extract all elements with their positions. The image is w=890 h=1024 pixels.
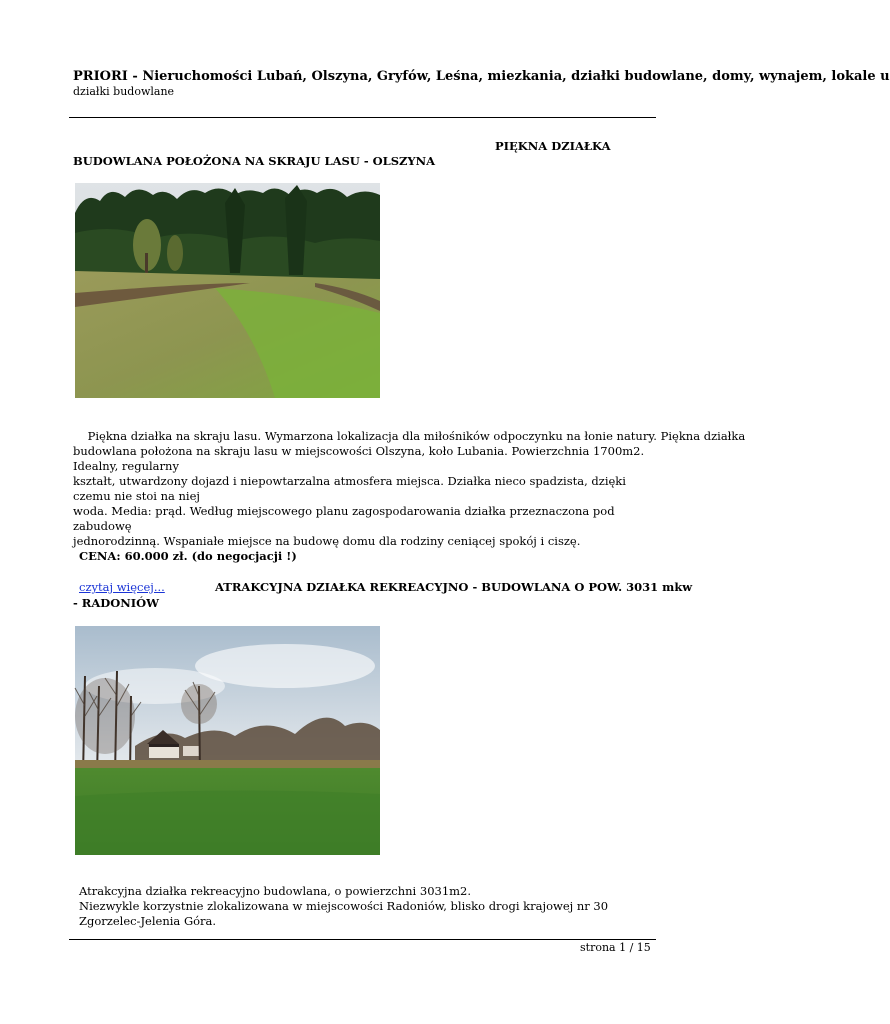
site-subtitle: działki budowlane <box>73 85 175 98</box>
listing1-description-line: jednorodzinną. Wspaniałe miejsce na budowę domu dla rodziny ceniącej spokój i ciszę. <box>73 534 581 548</box>
header-divider <box>69 117 656 118</box>
listing1-description <box>73 429 746 549</box>
listing1-title-line1: PIĘKNA DZIAŁKA <box>495 139 611 153</box>
listing2-title-line1: ATRAKCYJNA DZIAŁKA REKREACYJNO - BUDOWLANA O POW. 3031 mkw <box>215 580 693 594</box>
listing1-photo-forest-plot <box>75 183 380 398</box>
listing2-description-line: Niezwykle korzystnie zlokalizowana w miejscowości Radoniów, blisko drogi krajowej nr 30 Zgorzelec-Jelenia Góra. <box>79 899 609 928</box>
site-title: PRIORI - Nieruchomości Lubań, Olszyna, Gryfów, Leśna, miezkania, działki budowlane, domy, wynajem, lokale u <box>73 69 890 84</box>
listing1-description-line: kształt, utwardzony dojazd i niepowtarzalna atmosfera miejsca. Działka nieco spadzista, dzięki czemu nie stoi na niej <box>73 474 626 503</box>
read-more-link[interactable]: czytaj więcej... <box>79 580 165 594</box>
listing2-description <box>73 884 658 929</box>
listing2-photo-meadow-plot <box>75 626 380 855</box>
listing1-description-line: budowlana położona na skraju lasu w miejscowości Olszyna, koło Lubania. Powierzchnia 1700m2. Idealny, regularny <box>73 444 645 473</box>
listing1-title-line2: BUDOWLANA POŁOŻONA NA SKRAJU LASU - OLSZYNA <box>73 154 436 168</box>
listing1-description-line: Piękna działka na skraju lasu. Wymarzona lokalizacja dla miłośników odpoczynku na łonie natury. Piękna działka <box>73 429 746 443</box>
footer-divider <box>69 939 656 940</box>
listing2-title-line2: - RADONIÓW <box>73 596 160 610</box>
listing1-description-line: woda. Media: prąd. Według miejscowego planu zagospodarowania działka przeznaczona pod zabudowę <box>73 504 615 533</box>
page-number: strona 1 / 15 <box>580 941 651 954</box>
listing2-description-line: Atrakcyjna działka rekreacyjno budowlana, o powierzchni 3031m2. <box>79 884 472 898</box>
listing1-price: CENA: 60.000 zł. (do negocjacji !) <box>79 549 297 563</box>
